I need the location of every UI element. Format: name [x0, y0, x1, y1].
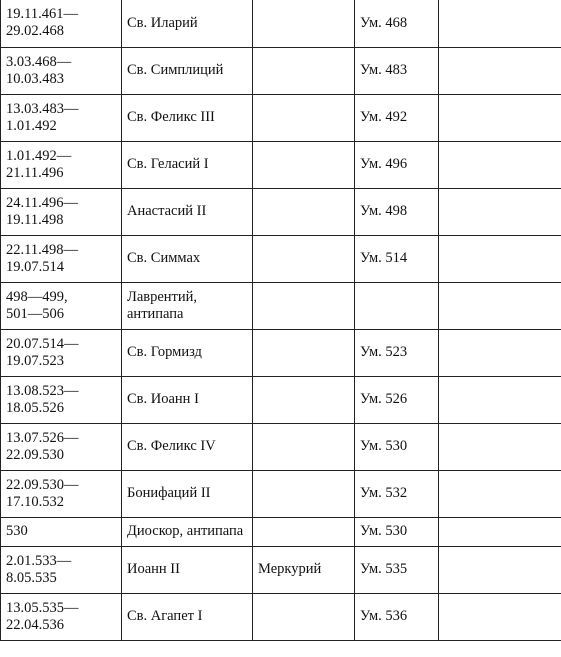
table-row [1, 593, 561, 640]
cell-extra [439, 376, 561, 423]
cell-dates [1, 141, 122, 188]
cell-pope-name [122, 376, 253, 423]
cell-antipope [253, 188, 355, 235]
cell-extra [439, 517, 561, 546]
cell-pope-name [122, 423, 253, 470]
cell-extra [439, 546, 561, 593]
pope-name: Св. Симмах [127, 250, 201, 266]
date-start: 13.07.526— [6, 429, 79, 446]
cell-extra [439, 470, 561, 517]
table-row [1, 141, 561, 188]
table-row [1, 188, 561, 235]
cell-note: Ум. 536 [355, 593, 439, 640]
cell-pope-name [122, 329, 253, 376]
cell-dates [1, 47, 122, 94]
cell-extra [439, 94, 561, 141]
date-start: 24.11.496— [6, 194, 78, 211]
cell-dates [1, 593, 122, 640]
cell-dates [1, 188, 122, 235]
cell-extra [439, 188, 561, 235]
cell-antipope [253, 94, 355, 141]
cell-dates [1, 470, 122, 517]
cell-dates [1, 546, 122, 593]
pope-name: Лаврентий, [127, 288, 198, 305]
pope-name: Св. Геласий I [127, 156, 209, 172]
cell-extra [439, 593, 561, 640]
date-start: 498—499, [6, 288, 68, 305]
date-start: 530 [6, 523, 28, 539]
cell-antipope [253, 0, 355, 47]
pope-name: Св. Агапет I [127, 608, 203, 624]
cell-extra [439, 329, 561, 376]
pope-name: Св. Феликс IV [127, 438, 216, 454]
date-end: 501—506 [6, 305, 64, 322]
cell-pope-name [122, 235, 253, 282]
date-end: 19.11.498 [6, 211, 64, 228]
pope-name: Диоскор, антипапа [127, 523, 244, 539]
pope-name: Св. Иларий [127, 14, 198, 31]
date-end: 18.05.526 [6, 399, 64, 416]
date-end: 22.09.530 [6, 446, 64, 463]
cell-note: Ум. 514 [355, 235, 439, 282]
table-row [1, 546, 561, 593]
cell-note: Ум. 530 [355, 517, 439, 546]
cell-pope-name [122, 517, 253, 546]
cell-pope-name [122, 593, 253, 640]
cell-dates [1, 517, 122, 546]
cell-dates [1, 0, 122, 47]
cell-note [355, 282, 439, 329]
table-row [1, 47, 561, 94]
date-start: 22.09.530— [6, 476, 79, 493]
cell-pope-name [122, 282, 253, 329]
pope-name: Анастасий II [127, 203, 207, 219]
pope-name-line2: антипапа [127, 305, 184, 322]
table-row [1, 329, 561, 376]
cell-antipope [253, 235, 355, 282]
cell-extra [439, 47, 561, 94]
cell-dates [1, 376, 122, 423]
cell-pope-name [122, 470, 253, 517]
table-row [1, 470, 561, 517]
cell-note: Ум. 535 [355, 546, 439, 593]
cell-pope-name [122, 47, 253, 94]
cell-extra [439, 235, 561, 282]
cell-dates [1, 423, 122, 470]
pope-name: Св. Феликс III [127, 109, 215, 125]
table-row [1, 376, 561, 423]
table-row [1, 235, 561, 282]
date-end: 19.07.523 [6, 352, 64, 369]
cell-extra [439, 423, 561, 470]
cell-antipope [253, 47, 355, 94]
date-start: 13.03.483— [6, 100, 79, 117]
cell-pope-name [122, 0, 253, 47]
cell-note: Ум. 532 [355, 470, 439, 517]
cell-dates [1, 94, 122, 141]
cell-antipope [253, 517, 355, 546]
cell-antipope [253, 593, 355, 640]
date-start: 13.08.523— [6, 382, 79, 399]
date-start: 20.07.514— [6, 335, 79, 352]
date-start: 2.01.533— [6, 552, 72, 569]
date-end: 21.11.496 [6, 164, 64, 181]
cell-note: Ум. 496 [355, 141, 439, 188]
pope-name: Св. Гормизд [127, 344, 202, 360]
cell-note: Ум. 483 [355, 47, 439, 94]
date-end: 29.02.468 [6, 23, 64, 40]
cell-note: Ум. 526 [355, 376, 439, 423]
pope-name: Св. Иоанн I [127, 391, 199, 407]
cell-extra [439, 282, 561, 329]
pope-name: Св. Симплиций [127, 62, 224, 78]
table-row [1, 94, 561, 141]
table-row [1, 423, 561, 470]
date-start: 13.05.535— [6, 599, 79, 616]
table-row [1, 282, 561, 329]
cell-antipope [253, 329, 355, 376]
cell-antipope [253, 376, 355, 423]
cell-pope-name [122, 188, 253, 235]
cell-dates [1, 282, 122, 329]
date-start: 22.11.498— [6, 241, 78, 258]
date-start: 19.11.461— [6, 6, 78, 23]
pope-name: Иоанн II [127, 561, 180, 577]
cell-note: Ум. 523 [355, 329, 439, 376]
date-start: 3.03.468— [6, 53, 72, 70]
cell-pope-name [122, 546, 253, 593]
date-end: 1.01.492 [6, 117, 57, 134]
cell-antipope [253, 470, 355, 517]
cell-dates [1, 235, 122, 282]
cell-extra [439, 0, 561, 47]
cell-note: Ум. 492 [355, 94, 439, 141]
date-end: 22.04.536 [6, 616, 64, 633]
cell-extra [439, 141, 561, 188]
date-end: 19.07.514 [6, 258, 64, 275]
table-body [1, 0, 561, 640]
cell-pope-name [122, 94, 253, 141]
cell-note: Ум. 498 [355, 188, 439, 235]
table-row [1, 517, 561, 546]
date-start: 1.01.492— [6, 147, 72, 164]
cell-antipope [253, 282, 355, 329]
date-end: 10.03.483 [6, 70, 64, 87]
date-end: 17.10.532 [6, 493, 64, 510]
table-row [1, 0, 561, 47]
cell-antipope: Меркурий [253, 546, 355, 593]
cell-antipope [253, 141, 355, 188]
cell-antipope [253, 423, 355, 470]
pope-name: Бонифаций II [127, 485, 211, 501]
cell-note: Ум. 530 [355, 423, 439, 470]
cell-note: Ум. 468 [355, 0, 439, 47]
date-end: 8.05.535 [6, 569, 57, 586]
cell-dates [1, 329, 122, 376]
cell-pope-name [122, 141, 253, 188]
